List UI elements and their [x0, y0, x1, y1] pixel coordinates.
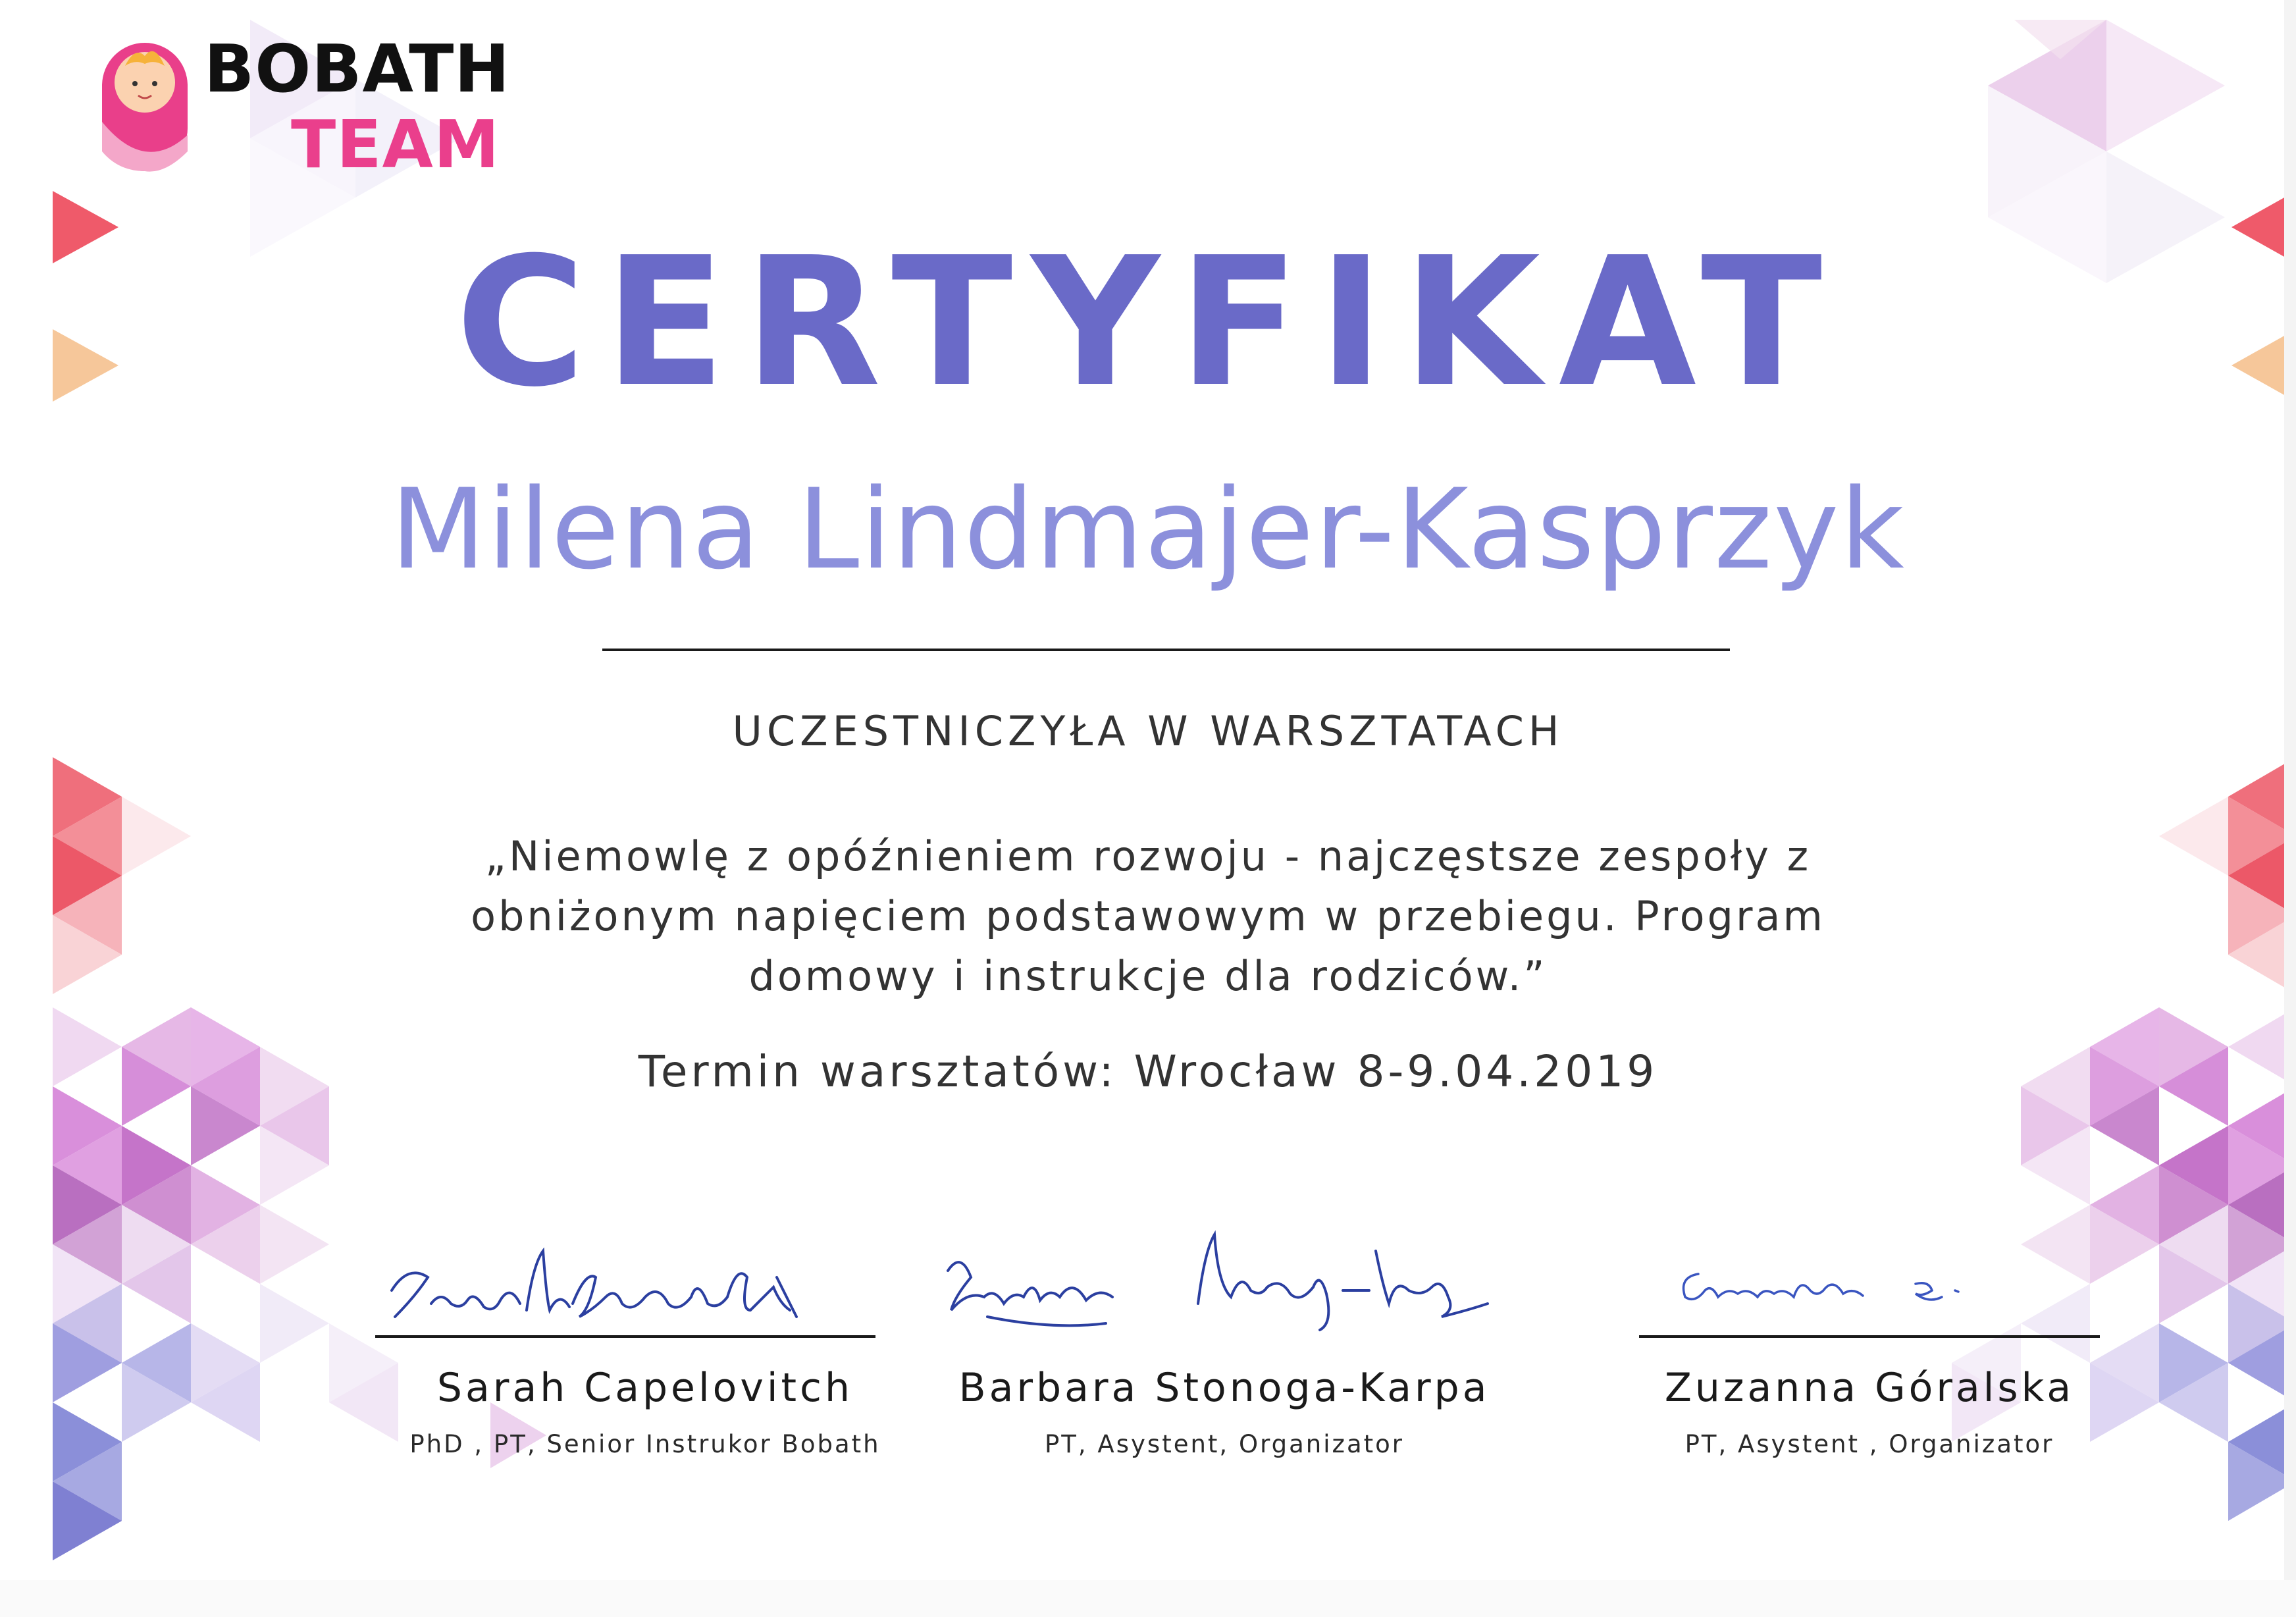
- handwritten-signature: [369, 1225, 922, 1343]
- signatory-role: PhD , PT, Senior Instrukor Bobath: [409, 1430, 881, 1458]
- signatory-name: Barbara Stonoga-Karpa: [958, 1365, 1490, 1411]
- workshop-title-line: „Niemowlę z opóźnieniem rozwoju - najczęstsze zespoły z: [484, 832, 1812, 880]
- signature-line: [375, 1335, 875, 1338]
- participation-statement: UCZESTNICZYŁA W WARSZTATACH: [732, 707, 1564, 755]
- signatory-name: Zuzanna Góralska: [1664, 1365, 2075, 1411]
- signatory-role: PT, Asystent, Organizator: [1045, 1430, 1404, 1458]
- handwritten-signature: [922, 1225, 1527, 1343]
- logo-wordmark-bobath: BOBATH: [204, 30, 510, 107]
- bobath-team-logo: [99, 30, 520, 188]
- signature-block: [369, 1225, 922, 1475]
- certificate-title: CERTYFIKAT: [455, 219, 1841, 426]
- recipient-name: Milena Lindmajer-Kasprzyk: [390, 465, 1906, 594]
- logo-wordmark-team: TEAM: [291, 106, 500, 183]
- signature-block: [922, 1225, 1527, 1475]
- signature-block: [1632, 1225, 2106, 1475]
- signatory-name: Sarah Capelovitch: [436, 1365, 854, 1411]
- workshop-title: [395, 826, 1901, 1006]
- workshop-term: Termin warsztatów: Wrocław 8-9.04.2019: [638, 1046, 1658, 1097]
- signature-line: [1639, 1335, 2100, 1338]
- baby-in-blanket-icon: [99, 36, 191, 174]
- workshop-title-line: obniżonym napięciem podstawowym w przebiegu. Program: [471, 892, 1825, 940]
- handwritten-signature: [1632, 1225, 2106, 1343]
- signatory-role: PT, Asystent , Organizator: [1684, 1430, 2054, 1458]
- recipient-underline: [602, 649, 1730, 651]
- workshop-title-line: domowy i instrukcje dla rodziców.”: [748, 952, 1548, 1000]
